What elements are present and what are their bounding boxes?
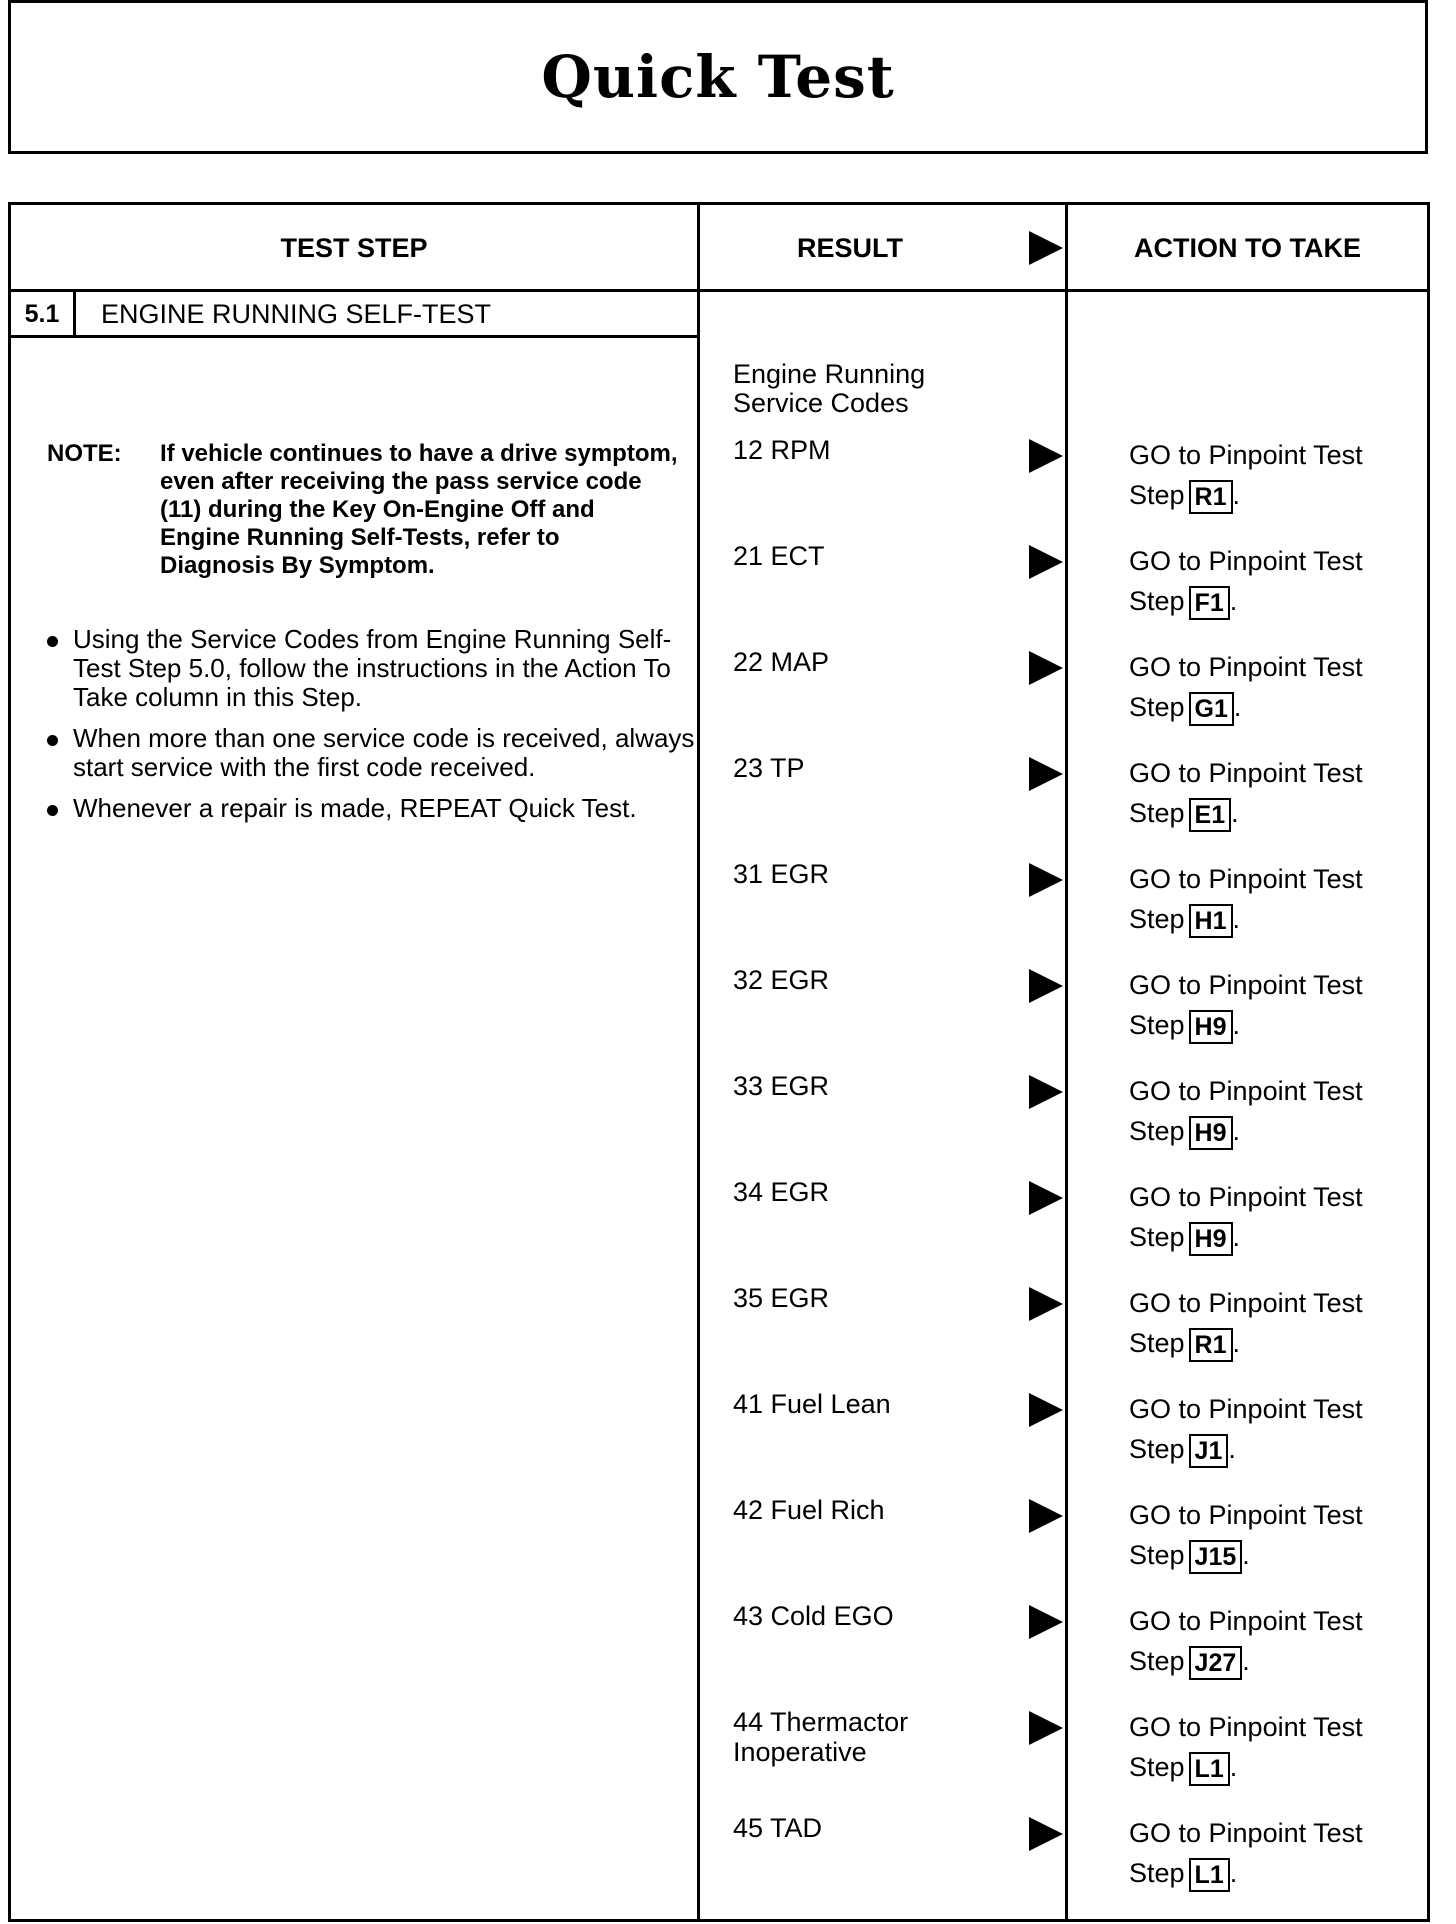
arrow-icon <box>1029 757 1063 791</box>
step-ref-box: H9 <box>1189 1222 1233 1256</box>
page-title: Quick Test <box>541 43 895 111</box>
step-line <box>1129 475 1363 515</box>
step-suffix: . <box>1228 1434 1236 1464</box>
arrow-icon <box>1029 1393 1063 1427</box>
step-suffix: . <box>1229 1752 1238 1782</box>
step-suffix: . <box>1232 480 1241 510</box>
action-text: GO to Pinpoint Test <box>1129 970 1363 1000</box>
arrow-icon <box>1029 1817 1063 1851</box>
service-code: 23 TP <box>733 753 805 783</box>
step-prefix: Step <box>1129 1328 1185 1358</box>
action-cell <box>1129 1601 1363 1681</box>
step-ref-box: E1 <box>1189 798 1232 832</box>
step-ref-box: R1 <box>1189 480 1233 514</box>
step-suffix: . <box>1229 1858 1238 1888</box>
action-cell <box>1129 1071 1363 1151</box>
table-row <box>11 1601 1427 1707</box>
step-ref-box: H9 <box>1189 1010 1233 1044</box>
action-text: GO to Pinpoint Test <box>1129 1394 1363 1424</box>
step-line <box>1129 687 1363 727</box>
arrow-icon <box>1029 1605 1063 1639</box>
bullet-text: Using the Service Codes from Engine Running Self-Test Step 5.0, follow the instructions in the Action To Take column in this Step. <box>73 624 672 712</box>
service-code: 42 Fuel Rich <box>733 1495 885 1525</box>
action-text: GO to Pinpoint Test <box>1129 1500 1363 1530</box>
action-cell <box>1129 1389 1363 1469</box>
step-line <box>1129 1853 1363 1893</box>
step-prefix: Step <box>1129 1858 1185 1888</box>
action-text: GO to Pinpoint Test <box>1129 652 1363 682</box>
result-subheader: Engine Running Service Codes <box>733 359 926 418</box>
action-cell <box>1129 1707 1363 1787</box>
table-row <box>11 753 1427 859</box>
bullet-text: Whenever a repair is made, REPEAT Quick Test. <box>73 793 637 823</box>
step-prefix: Step <box>1129 1116 1185 1146</box>
step-line <box>1129 1429 1363 1469</box>
step-ref-box: H1 <box>1189 904 1233 938</box>
step-line <box>1129 793 1363 833</box>
step-suffix: . <box>1231 798 1239 828</box>
step-ref-box: J1 <box>1189 1434 1229 1468</box>
step-ref-box: J27 <box>1189 1646 1243 1680</box>
header-test-step: TEST STEP <box>280 232 428 263</box>
table-row <box>11 1071 1427 1177</box>
table-row <box>11 1389 1427 1495</box>
note-text: If vehicle continues to have a drive symptom, even after receiving the pass service code (11) during the Key On-Engine Off and Engine Running Self-Tests, refer to Diagnosis By Symptom. <box>160 440 678 579</box>
action-cell <box>1129 1813 1363 1893</box>
step-suffix: . <box>1242 1540 1250 1570</box>
action-text: GO to Pinpoint Test <box>1129 1076 1363 1106</box>
step-ref-box: L1 <box>1189 1858 1230 1892</box>
arrow-icon <box>1029 1711 1063 1745</box>
arrow-icon <box>1029 545 1063 579</box>
step-prefix: Step <box>1129 1646 1185 1676</box>
step-suffix: . <box>1233 692 1242 722</box>
header-result: RESULT <box>797 232 903 263</box>
step-title: ENGINE RUNNING SELF-TEST <box>101 298 492 329</box>
step-prefix: Step <box>1129 1540 1185 1570</box>
service-code: 33 EGR <box>733 1071 830 1101</box>
step-suffix: . <box>1232 1328 1241 1358</box>
step-line <box>1129 1005 1363 1045</box>
step-ref-box: F1 <box>1189 586 1230 620</box>
action-cell <box>1129 859 1363 939</box>
action-cell <box>1129 541 1363 621</box>
arrow-icon <box>1029 1181 1063 1215</box>
step-line <box>1129 1111 1363 1151</box>
step-ref-box: J15 <box>1189 1540 1243 1574</box>
service-code: 43 Cold EGO <box>733 1601 894 1631</box>
action-cell <box>1129 1495 1363 1575</box>
service-code: 12 RPM <box>733 435 831 465</box>
service-code: 35 EGR <box>733 1283 830 1313</box>
step-prefix: Step <box>1129 904 1185 934</box>
table-row <box>11 1495 1427 1601</box>
step-suffix: . <box>1232 1010 1241 1040</box>
table-row <box>11 647 1427 753</box>
service-code: 34 EGR <box>733 1177 830 1207</box>
table-row <box>11 435 1427 541</box>
step-suffix: . <box>1229 586 1238 616</box>
step-line <box>1129 1641 1363 1681</box>
action-text: GO to Pinpoint Test <box>1129 1712 1363 1742</box>
step-prefix: Step <box>1129 1752 1185 1782</box>
service-code: 21 ECT <box>733 541 825 571</box>
step-prefix: Step <box>1129 1222 1185 1252</box>
header-action: ACTION TO TAKE <box>1134 232 1361 263</box>
action-text: GO to Pinpoint Test <box>1129 864 1363 894</box>
step-suffix: . <box>1242 1646 1250 1676</box>
step-ref-box: L1 <box>1189 1752 1230 1786</box>
table-row <box>11 1813 1427 1919</box>
step-prefix: Step <box>1129 1434 1185 1464</box>
arrow-icon <box>1029 969 1063 1003</box>
step-line <box>1129 1747 1363 1787</box>
arrow-icon <box>1029 1287 1063 1321</box>
arrow-icon <box>1029 1499 1063 1533</box>
action-text: GO to Pinpoint Test <box>1129 440 1363 470</box>
step-prefix: Step <box>1129 1010 1185 1040</box>
action-cell <box>1129 435 1363 515</box>
step-line <box>1129 899 1363 939</box>
header-arrow-icon <box>1029 231 1063 265</box>
table-row <box>11 1283 1427 1389</box>
table-row <box>11 541 1427 647</box>
note-label: NOTE: <box>47 440 122 467</box>
arrow-icon <box>1029 439 1063 473</box>
step-ref-box: R1 <box>1189 1328 1233 1362</box>
table-row <box>11 965 1427 1071</box>
step-line <box>1129 1323 1363 1363</box>
service-code: 31 EGR <box>733 859 830 889</box>
step-line <box>1129 1217 1363 1257</box>
step-suffix: . <box>1232 1222 1241 1252</box>
action-text: GO to Pinpoint Test <box>1129 758 1363 788</box>
service-code: 44 Thermactor Inoperative <box>733 1707 909 1767</box>
step-ref-box: H9 <box>1189 1116 1233 1150</box>
action-cell <box>1129 647 1363 727</box>
step-number: 5.1 <box>11 291 76 337</box>
step-prefix: Step <box>1129 586 1185 616</box>
action-text: GO to Pinpoint Test <box>1129 1818 1363 1848</box>
arrow-icon <box>1029 651 1063 685</box>
arrow-icon <box>1029 1075 1063 1109</box>
service-code: 32 EGR <box>733 965 830 995</box>
step-suffix: . <box>1232 1116 1241 1146</box>
table-row <box>11 1707 1427 1813</box>
service-code: 41 Fuel Lean <box>733 1389 891 1419</box>
action-cell <box>1129 753 1363 833</box>
quick-test-table <box>8 202 1430 1922</box>
step-line <box>1129 581 1363 621</box>
action-text: GO to Pinpoint Test <box>1129 546 1363 576</box>
step-line <box>1129 1535 1363 1575</box>
step-suffix: . <box>1232 904 1241 934</box>
action-cell <box>1129 965 1363 1045</box>
action-text: GO to Pinpoint Test <box>1129 1182 1363 1212</box>
action-text: GO to Pinpoint Test <box>1129 1288 1363 1318</box>
arrow-icon <box>1029 863 1063 897</box>
action-text: GO to Pinpoint Test <box>1129 1606 1363 1636</box>
step-prefix: Step <box>1129 798 1185 828</box>
service-code: 22 MAP <box>733 647 830 677</box>
table-row <box>11 1177 1427 1283</box>
bullet-text: When more than one service code is received, always start service with the first code received. <box>73 723 695 782</box>
table-row <box>11 859 1427 965</box>
title-box <box>8 0 1428 154</box>
service-code: 45 TAD <box>733 1813 823 1843</box>
action-cell <box>1129 1177 1363 1257</box>
step-ref-box: G1 <box>1189 692 1234 726</box>
action-cell <box>1129 1283 1363 1363</box>
step-prefix: Step <box>1129 480 1185 510</box>
step-prefix: Step <box>1129 692 1185 722</box>
